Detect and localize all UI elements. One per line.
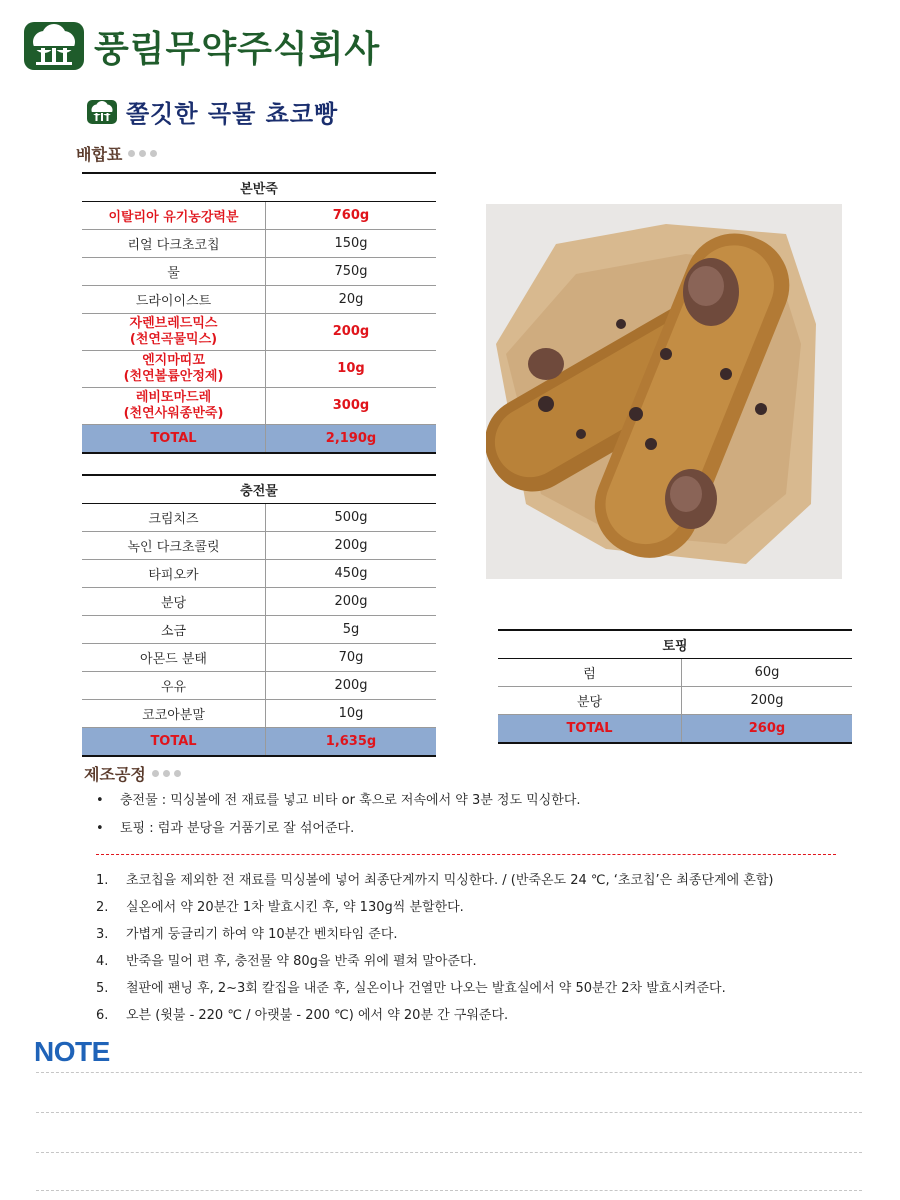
step-text: 실온에서 약 20분간 1차 발효시킨 후, 약 130g씩 분할한다. (126, 900, 464, 915)
step-text: 오븐 (윗불 - 220 ℃ / 아랫불 - 200 ℃) 에서 약 20분 간 구워준다. (126, 1008, 509, 1023)
company-name: 풍림무약주식회사 (94, 28, 381, 70)
ingredient-name: 우유 (82, 672, 266, 700)
ingredient-amount: 60g (682, 659, 853, 687)
table-row (82, 314, 436, 351)
note-line (36, 1072, 862, 1073)
recipe-title-text: 쫄깃한 곡물 쵸코빵 (126, 100, 339, 128)
recipe-title (86, 94, 338, 129)
ingredient-name-line1: 레비또마드레 (135, 390, 212, 405)
ingredient-name: 타피오카 (82, 560, 266, 588)
ingredient-amount: 20g (266, 286, 437, 314)
ingredient-name (82, 314, 266, 351)
note-line (36, 1190, 862, 1191)
total-row (82, 728, 436, 757)
total-label: TOTAL (498, 715, 682, 744)
list-item (96, 1005, 773, 1032)
decorative-dots-icon (128, 150, 161, 157)
list-item (96, 978, 773, 1005)
decorative-dots-icon (152, 770, 185, 777)
topping-table-header: 토핑 (498, 630, 852, 659)
list-item (96, 870, 773, 897)
table-row (82, 230, 436, 258)
ingredient-amount: 300g (266, 388, 437, 425)
step-number: 1. (96, 873, 109, 888)
table-row (82, 672, 436, 700)
ingredient-name: 녹인 다크초콜릿 (82, 532, 266, 560)
ingredient-name: 드라이이스트 (82, 286, 266, 314)
tree-logo-icon (22, 20, 86, 72)
formula-heading-label: 배합표 (76, 145, 123, 164)
step-number: 6. (96, 1008, 109, 1023)
dough-table-header: 본반죽 (82, 173, 436, 202)
ingredient-name: 리얼 다크초코칩 (82, 230, 266, 258)
ingredient-name: 크림치즈 (82, 504, 266, 532)
process-steps (96, 870, 773, 1032)
list-item (96, 924, 773, 951)
ingredient-name: 럼 (498, 659, 682, 687)
table-row (82, 588, 436, 616)
step-number: 2. (96, 900, 109, 915)
ingredient-name (82, 388, 266, 425)
ingredient-name-line1: 엔지마띠꼬 (142, 353, 205, 368)
ingredient-amount: 10g (266, 700, 437, 728)
step-text: 초코칩을 제외한 전 재료를 믹싱볼에 넣어 최종단계까지 믹싱한다. / (반죽온도 24 ℃, ‘초코칩’은 최종단계에 혼합) (126, 873, 774, 888)
ingredient-amount: 450g (266, 560, 437, 588)
ingredient-name-line2: (천연곡물믹스) (129, 332, 218, 347)
list-item (96, 951, 773, 978)
step-text: 가볍게 둥글리기 하여 약 10분간 벤치타임 준다. (126, 927, 398, 942)
list-item: • 충전물 : 믹싱볼에 전 재료를 넣고 비타 or 훅으로 저속에서 약 3분 정도 믹싱한다. (96, 790, 581, 818)
ingredient-amount: 200g (266, 532, 437, 560)
ingredient-name: 소금 (82, 616, 266, 644)
ingredient-amount: 150g (266, 230, 437, 258)
ingredient-amount: 750g (266, 258, 437, 286)
company-logo (22, 18, 380, 74)
divider (96, 854, 836, 855)
ingredient-name: 코코아분말 (82, 700, 266, 728)
ingredient-amount: 5g (266, 616, 437, 644)
table-row (498, 687, 852, 715)
total-label: TOTAL (82, 728, 266, 757)
ingredient-name-line2: (천연사워종반죽) (123, 406, 224, 421)
ingredient-amount: 10g (266, 351, 437, 388)
total-label: TOTAL (82, 425, 266, 454)
step-number: 4. (96, 954, 109, 969)
topping-table (498, 629, 852, 744)
table-row (82, 560, 436, 588)
filling-table (82, 474, 436, 757)
note-line (36, 1152, 862, 1153)
list-item: • 토핑 : 럼과 분당을 거품기로 잘 섞어준다. (96, 818, 581, 846)
ingredient-amount: 200g (682, 687, 853, 715)
table-row (82, 388, 436, 425)
ingredient-name-line2: (천연볼륨안정제) (123, 369, 224, 384)
table-row (82, 258, 436, 286)
product-photo (486, 204, 842, 579)
table-row (82, 532, 436, 560)
ingredient-name: 아몬드 분태 (82, 644, 266, 672)
ingredient-name: 이탈리아 유기농강력분 (82, 202, 266, 230)
formula-section-heading (76, 142, 161, 165)
note-title: NOTE (34, 1036, 110, 1067)
table-row (82, 700, 436, 728)
total-row (498, 715, 852, 744)
total-row (82, 425, 436, 454)
filling-table-header: 충전물 (82, 475, 436, 504)
step-number: 3. (96, 927, 109, 942)
chocolate-bread-image (486, 204, 842, 579)
ingredient-name: 물 (82, 258, 266, 286)
table-row (498, 659, 852, 687)
table-row (82, 351, 436, 388)
step-text: 반죽을 밀어 편 후, 충전물 약 80g을 반죽 위에 펼쳐 말아준다. (126, 954, 477, 969)
ingredient-name-line1: 자렌브레드믹스 (129, 316, 218, 331)
note-line (36, 1112, 862, 1113)
table-row (82, 644, 436, 672)
total-amount: 2,190g (266, 425, 437, 454)
ingredient-name (82, 351, 266, 388)
total-amount: 1,635g (266, 728, 437, 757)
table-row (82, 286, 436, 314)
ingredient-amount: 500g (266, 504, 437, 532)
table-row (82, 202, 436, 230)
process-notes (96, 790, 581, 846)
list-item (96, 897, 773, 924)
ingredient-amount: 70g (266, 644, 437, 672)
dough-table (82, 172, 436, 454)
table-row (82, 504, 436, 532)
ingredient-amount: 200g (266, 672, 437, 700)
ingredient-amount: 200g (266, 588, 437, 616)
table-row (82, 616, 436, 644)
process-heading-label: 제조공정 (84, 765, 146, 784)
ingredient-amount: 200g (266, 314, 437, 351)
ingredient-amount: 760g (266, 202, 437, 230)
step-number: 5. (96, 981, 109, 996)
ingredient-name: 분당 (498, 687, 682, 715)
process-section-heading (84, 762, 185, 785)
ingredient-name: 분당 (82, 588, 266, 616)
tree-logo-icon (86, 99, 118, 125)
step-text: 철판에 팬닝 후, 2~3회 칼집을 내준 후, 실온이나 건열만 나오는 발효실에서 약 50분간 2차 발효시켜준다. (126, 981, 726, 996)
total-amount: 260g (682, 715, 853, 744)
